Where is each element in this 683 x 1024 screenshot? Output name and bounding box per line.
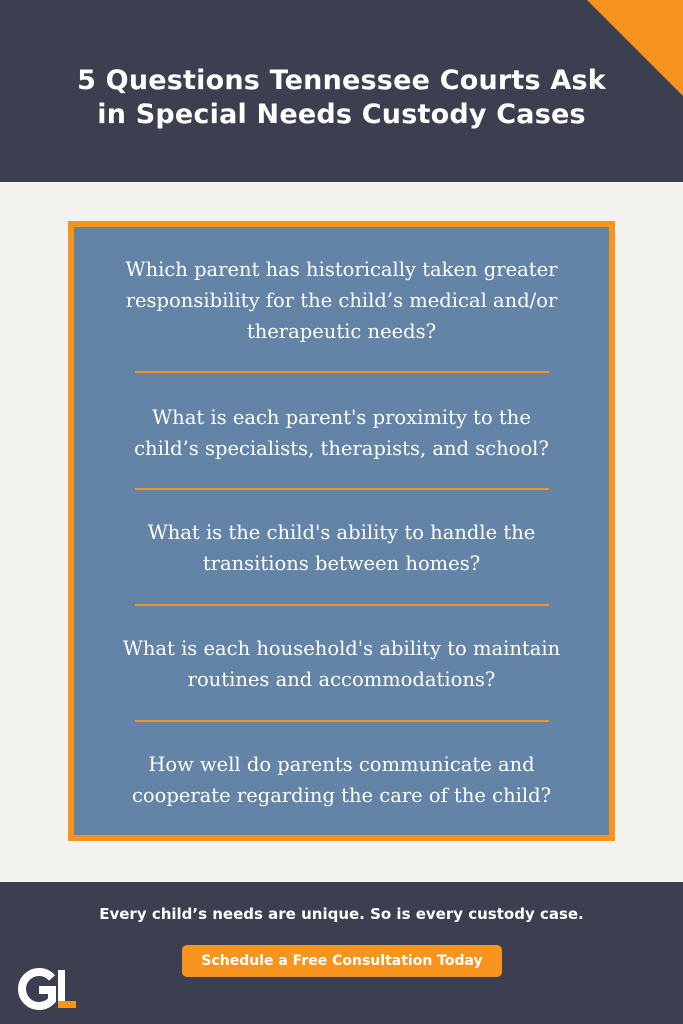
schedule-consultation-button[interactable]: Schedule a Free Consultation Today (182, 945, 502, 977)
footer-banner (0, 882, 683, 1024)
question-4-line-2: routines and accommodations? (187, 668, 496, 691)
question-3 (94, 517, 589, 579)
question-5-line-1: How well do parents communicate and (148, 753, 535, 776)
question-4 (94, 633, 589, 695)
question-3-line-1: What is the child's ability to handle the (147, 521, 536, 544)
title-line-1: 5 Questions Tennessee Courts Ask (77, 65, 606, 96)
divider-2 (135, 488, 549, 490)
question-2-line-2: child’s specialists, therapists, and school? (134, 437, 549, 460)
question-4-line-1: What is each household's ability to maintain (122, 637, 561, 660)
divider-1 (135, 371, 549, 373)
question-3-line-2: transitions between homes? (202, 552, 481, 575)
question-2-line-1: What is each parent's proximity to the (152, 406, 531, 429)
question-1-line-1: Which parent has historically taken greater (125, 258, 558, 281)
question-1 (94, 254, 589, 347)
divider-3 (135, 604, 549, 606)
header-banner (0, 0, 683, 182)
question-2 (94, 402, 589, 464)
question-5 (94, 749, 589, 811)
question-1-line-2: responsibility for the child’s medical and/or (125, 289, 558, 312)
question-1-line-3: therapeutic needs? (246, 320, 437, 343)
questions-card (68, 221, 615, 841)
gl-logo-icon (12, 964, 84, 1014)
page-title (40, 64, 643, 132)
footer-tagline: Every child’s needs are unique. So is every custody case. (99, 905, 584, 923)
title-line-2: in Special Needs Custody Cases (97, 99, 586, 130)
divider-4 (135, 720, 549, 722)
question-5-line-2: cooperate regarding the care of the child? (131, 784, 552, 807)
